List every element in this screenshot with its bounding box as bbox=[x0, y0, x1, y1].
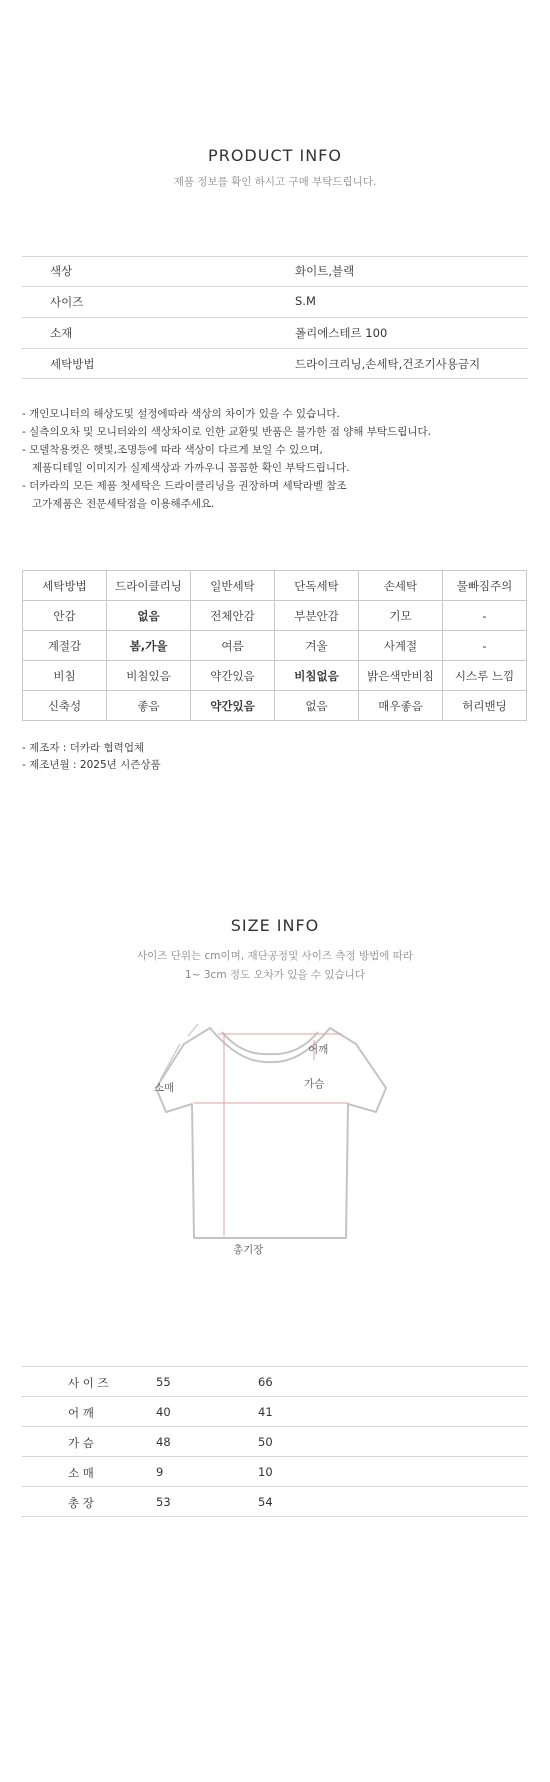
size-value-m: 41 bbox=[258, 1405, 273, 1419]
size-row bbox=[22, 1487, 528, 1517]
spec-value-color: 화이트,블랙 bbox=[295, 264, 355, 278]
care-table-row bbox=[23, 661, 527, 691]
care-table-row-header: 비침 bbox=[23, 661, 107, 691]
spec-value-size: S.M bbox=[295, 294, 316, 308]
size-info-subtitle-1: 사이즈 단위는 cm이며, 재단공정및 사이즈 측정 방법에 따라 bbox=[137, 950, 413, 962]
divider bbox=[22, 348, 528, 349]
care-table-cell: 없음 bbox=[275, 691, 359, 721]
size-row-label: 사 이 즈 bbox=[68, 1376, 109, 1390]
size-value-m: 66 bbox=[258, 1375, 273, 1389]
care-table-cell: 전체안감 bbox=[191, 601, 275, 631]
care-table-cell: 기모 bbox=[359, 601, 443, 631]
notice-line: - 모델착용컷은 햇빛,조명등에 따라 색상이 다르게 보일 수 있으며, bbox=[22, 444, 323, 456]
spec-label-washing: 세탁방법 bbox=[50, 357, 95, 371]
care-table-cell: 물빠짐주의 bbox=[443, 571, 527, 601]
size-value-s: 40 bbox=[156, 1405, 171, 1419]
care-table-cell: 단독세탁 bbox=[275, 571, 359, 601]
size-diagram bbox=[150, 1020, 390, 1260]
care-table-cell: 일반세탁 bbox=[191, 571, 275, 601]
size-value-m: 10 bbox=[258, 1465, 273, 1479]
size-row-label: 어 깨 bbox=[68, 1406, 94, 1420]
spec-label-color: 색상 bbox=[50, 264, 73, 278]
shoulder-label: 어깨 bbox=[308, 1044, 329, 1056]
care-table-cell: 밝은색만비침 bbox=[359, 661, 443, 691]
notice-line: 제품디테일 이미지가 실제색상과 가까우니 꼼꼼한 확인 부탁드립니다. bbox=[22, 462, 350, 474]
tshirt-outline-icon bbox=[150, 1020, 390, 1260]
care-table-cell: 허리밴딩 bbox=[443, 691, 527, 721]
care-table bbox=[22, 570, 527, 721]
care-table-cell: - bbox=[443, 631, 527, 661]
care-table-cell: 봄,가을 bbox=[107, 631, 191, 661]
care-table-cell: 부분안감 bbox=[275, 601, 359, 631]
size-value-s: 9 bbox=[156, 1465, 164, 1479]
length-label: 총기장 bbox=[233, 1244, 264, 1256]
product-info-subtitle: 제품 정보를 확인 하시고 구매 부탁드립니다. bbox=[173, 176, 377, 188]
care-table-row-header: 세탁방법 bbox=[23, 571, 107, 601]
care-table-cell: 비침없음 bbox=[275, 661, 359, 691]
manufacturer-text: - 제조자 : 더카라 협력업체 bbox=[22, 742, 145, 754]
size-row-label: 가 슴 bbox=[68, 1436, 94, 1450]
size-row-label: 총 장 bbox=[68, 1496, 94, 1510]
spec-value-material: 폴리에스테르 100 bbox=[295, 326, 388, 340]
divider bbox=[22, 317, 528, 318]
size-value-s: 53 bbox=[156, 1495, 171, 1509]
size-row bbox=[22, 1457, 528, 1487]
care-table-cell: 손세탁 bbox=[359, 571, 443, 601]
spec-label-material: 소재 bbox=[50, 326, 73, 340]
chest-label: 가슴 bbox=[304, 1078, 325, 1090]
care-table-cell: 약간있음 bbox=[191, 661, 275, 691]
divider bbox=[22, 378, 528, 379]
care-table-row-header: 계절감 bbox=[23, 631, 107, 661]
size-value-m: 54 bbox=[258, 1495, 273, 1509]
divider bbox=[22, 1516, 528, 1517]
size-info-title: SIZE INFO bbox=[230, 916, 320, 935]
notice-line: 고가제품은 전문세탁점을 이용해주세요. bbox=[22, 498, 215, 510]
care-table-cell: 여름 bbox=[191, 631, 275, 661]
divider bbox=[22, 286, 528, 287]
care-table-cell: 매우좋음 bbox=[359, 691, 443, 721]
size-value-s: 55 bbox=[156, 1375, 171, 1389]
care-table-cell: 사계절 bbox=[359, 631, 443, 661]
care-table-cell: 드라이클리닝 bbox=[107, 571, 191, 601]
care-table-row bbox=[23, 631, 527, 661]
size-row bbox=[22, 1397, 528, 1427]
divider bbox=[22, 256, 528, 257]
size-value-m: 50 bbox=[258, 1435, 273, 1449]
care-table-row bbox=[23, 691, 527, 721]
sleeve-label: 소매 bbox=[154, 1082, 175, 1094]
size-row-label: 소 매 bbox=[68, 1466, 94, 1480]
care-table-cell: 시스루 느낌 bbox=[443, 661, 527, 691]
notice-line: - 실측의오차 및 모니터와의 색상차이로 인한 교환및 반품은 불가한 점 양해 부탁드립니다. bbox=[22, 426, 431, 438]
size-value-s: 48 bbox=[156, 1435, 171, 1449]
care-table-row-header: 안감 bbox=[23, 601, 107, 631]
care-table-cell: 없음 bbox=[107, 601, 191, 631]
care-table-cell: 좋음 bbox=[107, 691, 191, 721]
notice-line: - 개인모니터의 해상도및 설정에따라 색상의 차이가 있을 수 있습니다. bbox=[22, 408, 340, 420]
spec-label-size: 사이즈 bbox=[50, 295, 84, 309]
care-table-cell: 약간있음 bbox=[191, 691, 275, 721]
product-info-title: PRODUCT INFO bbox=[208, 146, 342, 165]
care-table-cell: - bbox=[443, 601, 527, 631]
size-info-subtitle-2: 1~ 3cm 정도 오차가 있을 수 있습니다 bbox=[185, 969, 365, 981]
notice-line: - 더카라의 모든 제품 첫세탁은 드라이클리닝을 권장하며 세탁라벨 참조 bbox=[22, 480, 347, 492]
care-table-row bbox=[23, 601, 527, 631]
care-table-cell: 겨울 bbox=[275, 631, 359, 661]
manufacture-date-text: - 제조년월 : 2025년 시즌상품 bbox=[22, 759, 161, 771]
care-table-row bbox=[23, 571, 527, 601]
spec-value-washing: 드라이크리닝,손세탁,건조기사용금지 bbox=[295, 357, 481, 371]
size-row bbox=[22, 1367, 528, 1397]
care-table-row-header: 신축성 bbox=[23, 691, 107, 721]
care-table-cell: 비침있음 bbox=[107, 661, 191, 691]
size-row bbox=[22, 1427, 528, 1457]
